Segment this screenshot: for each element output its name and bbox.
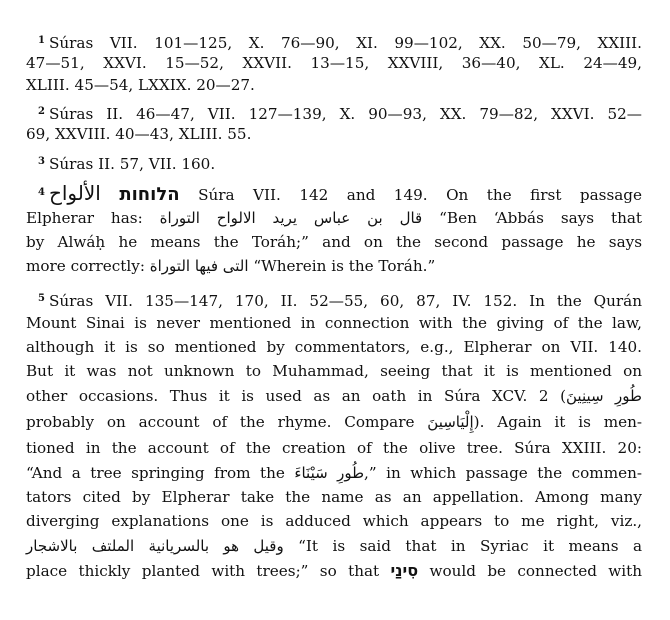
footnote-5-text-3: although it is so mentioned by commentators, e.g., Elpherar on VII. 140. [26, 338, 642, 356]
footnote-2-line-1 [38, 101, 642, 125]
footnote-3-line-1 [38, 151, 642, 175]
footnote-4-text-4b: “Wherein is the Toráh.” [253, 257, 436, 275]
footnote-4-line-1 [38, 182, 642, 206]
arabic-tur-sinin: طُورِ سِينِينَ [566, 387, 642, 405]
hebrew-luhot: הלוחות [119, 184, 180, 205]
footnote-3-text-1: Súras II. 57, VII. 160. [48, 155, 216, 173]
arabic-syriac-quote: وقيل هو بالسريانية الملتف بالاشجار [26, 537, 284, 555]
footnote-1-text-2: 47—51, XXVI. 15—52, XXVII. 13—15, XXVIII, 36—40, XL. 24—49, [26, 54, 642, 72]
arabic-tur-sayna: طُورِ سَيْنَاءَ [294, 464, 365, 482]
footnote-5-line-1 [38, 288, 642, 312]
footnote-5-text-1: Súras VII. 135—147, 170, II. 52—55, 60, 87, IV. 152. In the Qurán [48, 292, 642, 310]
footnote-1-text-3: XLIII. 45—54, LXXIX. 20—27. [26, 76, 255, 94]
footnote-5-text-4: But it was not unknown to Muhammad, seeing that it is mentioned on [26, 362, 642, 380]
footnote-4-text-4a: more correctly: [26, 257, 145, 275]
footnote-5-line-9 [26, 486, 642, 508]
footnote-5-line-6 [26, 411, 642, 433]
footnote-5-line-8 [26, 462, 642, 484]
footnote-2-text-1: Súras II. 46—47, VII. 127—139, X. 90—93, XX. 79—82, XXVI. 52— [48, 105, 642, 123]
footnote-5-text-12a: place thickly planted with trees;” so that [26, 562, 380, 580]
footnote-1-line-2 [26, 52, 642, 74]
footnote-5-text-10: diverging explanations one is adduced which appears to me right, viz., [26, 512, 642, 530]
footnote-5-number: 5 [38, 293, 45, 304]
footnote-2-number: 2 [38, 106, 45, 117]
footnote-5-text-6b: ). Again it is men- [473, 413, 642, 431]
footnote-5-text-2: Mount Sinai is never mentioned in connection with the giving of the law, [26, 314, 642, 332]
footnote-4-text-1: Súra VII. 142 and 149. On the first passage [198, 186, 643, 204]
footnote-5-line-4 [26, 360, 642, 382]
footnote-1-number: 1 [38, 35, 45, 46]
footnote-2-text-2: 69, XXVIII. 40—43, XLIII. 55. [26, 125, 252, 143]
footnote-4-line-4 [26, 255, 642, 277]
footnote-1-text-1: Súras VII. 101—125, X. 76—90, XI. 99—102, XX. 50—79, XXIII. [48, 34, 642, 52]
footnote-4-number: 4 [38, 187, 45, 198]
arabic-alwah: الألواح [48, 181, 101, 205]
arabic-quote-1: قال بن عباس يريد الالواح التوراة [159, 209, 423, 227]
footnote-5-line-11 [26, 535, 642, 557]
footnote-4-line-2 [26, 207, 642, 229]
hebrew-sinai: סִינַי [390, 561, 419, 580]
footnote-5-line-5 [26, 385, 642, 407]
footnote-5-text-11: “It is said that in Syriac it means a [298, 537, 642, 555]
footnote-5-text-8a: “And a tree springing from the [26, 464, 285, 482]
footnote-2-line-2 [26, 123, 642, 145]
footnote-5-text-7: tioned in the account of the creation of the olive tree. Súra XXIII. 20: [26, 439, 642, 457]
footnote-1-line-3 [26, 74, 642, 96]
footnote-4-text-3: by Alwáḥ he means the Toráh;” and on the second passage he says [26, 233, 642, 251]
footnote-5-line-10 [26, 510, 642, 532]
footnote-3-number: 3 [38, 156, 45, 167]
footnote-5-text-5: other occasions. Thus it is used as an oath in Súra XCV. 2 ( [26, 387, 566, 405]
arabic-ilyasin: إِلْيَاسِينَ [427, 413, 474, 431]
footnote-4-text-2a: Elpherar has: [26, 209, 143, 227]
footnote-5-text-12b: would be connected with [429, 562, 643, 580]
footnote-5-text-6a: probably on account of the rhyme. Compare [26, 413, 415, 431]
footnote-5-line-7 [26, 437, 642, 459]
footnote-5-text-8b: ,” in which passage the commen- [364, 464, 642, 482]
footnote-1-line-1 [38, 30, 642, 54]
footnote-5-text-9: tators cited by Elpherar take the name as an appellation. Among many [26, 488, 642, 506]
arabic-quote-2: التى فيها التوراة [149, 257, 249, 275]
footnote-5-line-12 [26, 560, 642, 582]
footnote-5-line-3 [26, 336, 642, 358]
footnote-4-line-3 [26, 231, 642, 253]
footnote-4-text-2b: “Ben ‘Abbás says that [439, 209, 643, 227]
footnote-5-line-2 [26, 312, 642, 334]
